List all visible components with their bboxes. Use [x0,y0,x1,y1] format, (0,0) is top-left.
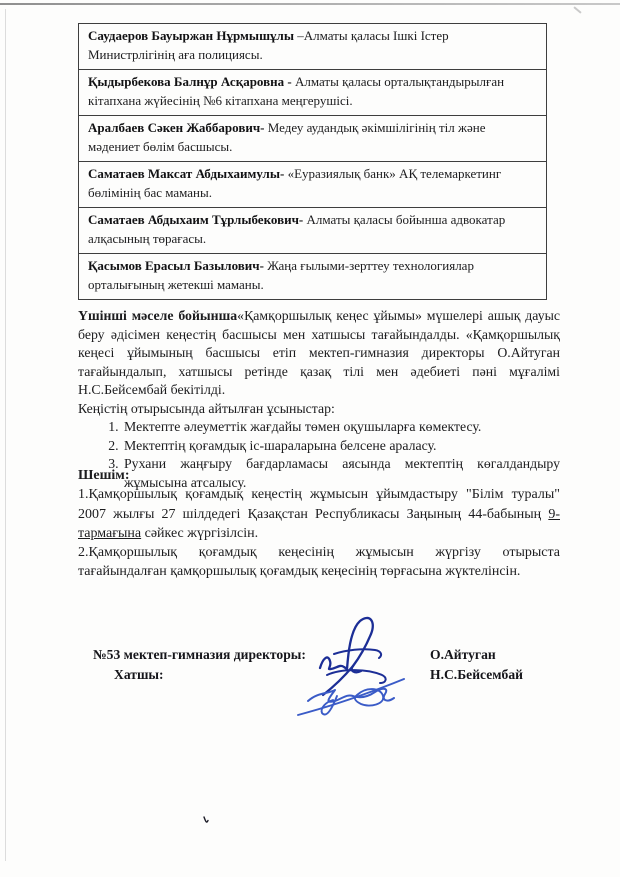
list-item: 2. Мектептің қоғамдық іс-шараларына белсене араласу. [122,437,560,456]
decision-item-1-tail: сәйкес жүргізілсін. [141,525,259,541]
table-row [79,24,547,70]
decision-item-2: 2.Қамқоршылық қоғамдық кеңесінің жұмысын жүргізу отырыста тағайындалған қамқоршылық қоғамдық кеңесінің төрғасына жүктелінсін. [78,545,560,580]
member-name: Қасымов Ерасыл Базылович- [88,258,268,273]
member-name: Саудаеров Бауыржан Нұрмышұлы [88,28,298,43]
member-description: Медеу аудандық әкімшілігінің тіл және мәдениет бөлім басшысы. [88,120,486,154]
third-issue-paragraph [78,307,560,400]
table-row [79,70,547,116]
director-label: №53 мектеп-гимназия директоры: [93,647,306,662]
member-name: Аралбаев Сәкен Жаббарович- [88,120,268,135]
signature-names [430,645,523,685]
signature-ink-icon [290,608,430,726]
member-name: Саматаев Максат Абдыхаимулы- [88,166,288,181]
member-name: Саматаев Абдыхаим Тұрлыбекович- [88,212,307,227]
table-row [79,162,547,208]
scan-corner-smudge [573,6,581,13]
scan-edge-left-line [5,9,6,861]
stray-ink-mark [203,816,211,826]
secretary-name: Н.С.Бейсембай [430,667,523,682]
director-name: О.Айтуган [430,647,496,662]
third-issue-text: «Қамқоршылық кеңес ұйымы» мүшелері ашық дауыс беру әдісімен кеңестің басшысы мен хатшысы тағайындалды. «Қамқоршылық кеңесі ұйымының басшысы етіп мектеп-гимназия директоры О.Айтуган тағайындалып, хатшысы ретінде қазақ тілі мен әдебиеті пәні мұғалімі Н.С.Бейсембай бекітілді. [78,308,560,397]
member-name: Қыдырбекова Балнұр Асқаровна - [88,74,295,89]
document-content [78,23,560,492]
decision-heading: Шешім: [78,468,130,483]
signature-labels [93,645,306,685]
table-row [79,208,547,254]
proposals-intro: Кеңістің отырысында айтылған ұсыныстар: [78,400,335,416]
third-issue-lead: Үшінші мәселе бойынша [78,308,238,323]
decision-section [78,466,560,582]
scan-edge-top-line [0,3,620,5]
secretary-label: Хатшы: [114,667,164,682]
decision-item-1 [78,485,560,543]
member-description: Алматы қаласы бойынша адвокатар алқасының төрағасы. [88,212,506,246]
member-description: Жаңа ғылыми-зерттеу технологиялар орталығының жетекші маманы. [88,258,474,292]
member-description: –Алматы қаласы Ішкі Істер Министрлігінің аға полициясы. [88,28,449,62]
list-item: 3. Рухани жаңғыру бағдарламасы аясында мектептің көгалдандыру жұмысына атсалысу. [122,455,560,492]
decision-underlined-phrase: 9-тармағына [78,506,560,541]
member-description: «Еуразиялық банк» АҚ телемаркетинг бөлімінің бас маманы. [88,166,502,200]
table-row [79,116,547,162]
list-item: 1. Мектепте әлеуметтік жағдайы төмен оқушыларға көмектесу. [122,418,560,437]
members-table [78,23,547,300]
member-description: Алматы қаласы орталықтандырылған кітапхана жүйесінің №6 кітапхана меңгерушісі. [88,74,505,108]
decision-item-1-text: 1.Қамқоршылық қоғамдық кеңестің жұмысын ұйымдастыру "Білім туралы" 2007 жылғы 27 шілдедегі Қазақстан Республикасы Заңының 44-бабының [78,487,560,522]
table-row [79,254,547,300]
